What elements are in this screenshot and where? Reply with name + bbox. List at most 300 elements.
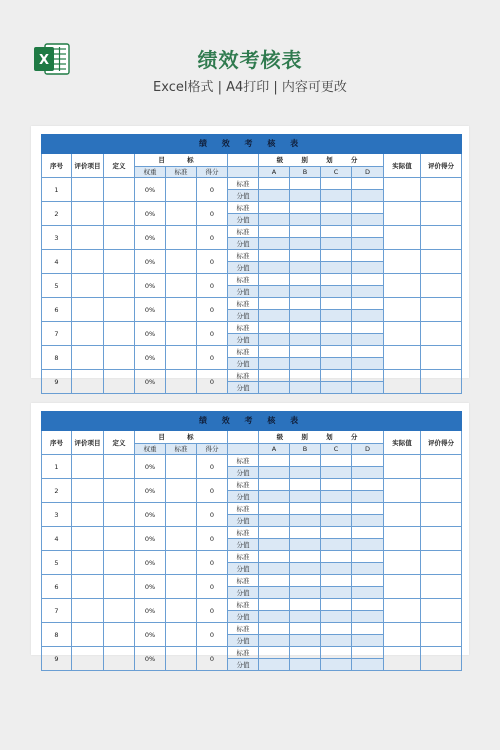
row-standard-cell <box>166 250 197 274</box>
row-value-label: 分值 <box>228 563 259 575</box>
row-weight: 0% <box>135 298 166 322</box>
grade-value-cell <box>290 611 321 623</box>
grade-value-cell <box>259 190 290 202</box>
grade-value-cell <box>259 262 290 274</box>
grade-value-cell <box>290 635 321 647</box>
grade-standard-cell <box>352 250 384 262</box>
row-number: 3 <box>42 503 72 527</box>
row-points: 0 <box>197 527 228 551</box>
header-grade-d: D <box>352 167 384 178</box>
header-grade-b: B <box>290 444 321 455</box>
grade-standard-cell <box>259 370 290 382</box>
row-number: 2 <box>42 202 72 226</box>
row-definition-cell <box>104 274 135 298</box>
row-weight: 0% <box>135 527 166 551</box>
performance-table <box>41 411 462 671</box>
table-row <box>42 479 462 491</box>
grade-standard-cell <box>290 322 321 334</box>
grade-value-cell <box>290 659 321 671</box>
row-item-cell <box>72 178 104 202</box>
grade-value-cell <box>259 382 290 394</box>
grade-standard-cell <box>259 599 290 611</box>
grade-value-cell <box>352 515 384 527</box>
row-score-cell <box>421 647 462 671</box>
row-standard-cell <box>166 178 197 202</box>
row-value-label: 分值 <box>228 539 259 551</box>
row-value-label: 分值 <box>228 611 259 623</box>
grade-value-cell <box>259 539 290 551</box>
header-grade-c: C <box>321 444 352 455</box>
row-actual-cell <box>384 551 421 575</box>
grade-standard-cell <box>290 298 321 310</box>
header-score: 评价得分 <box>421 154 462 178</box>
row-value-label: 分值 <box>228 515 259 527</box>
grade-standard-cell <box>321 551 352 563</box>
svg-text:X: X <box>38 53 50 68</box>
row-points: 0 <box>197 202 228 226</box>
row-weight: 0% <box>135 322 166 346</box>
grade-standard-cell <box>352 527 384 539</box>
row-score-cell <box>421 322 462 346</box>
grade-standard-cell <box>321 274 352 286</box>
row-actual-cell <box>384 599 421 623</box>
header-seq: 序号 <box>42 431 72 455</box>
row-item-cell <box>72 226 104 250</box>
row-weight: 0% <box>135 575 166 599</box>
row-actual-cell <box>384 298 421 322</box>
row-value-label: 分值 <box>228 190 259 202</box>
row-standard-cell <box>166 647 197 671</box>
header-blank-sub <box>228 167 259 178</box>
row-definition-cell <box>104 298 135 322</box>
row-definition-cell <box>104 599 135 623</box>
grade-standard-cell <box>259 322 290 334</box>
grade-standard-cell <box>259 298 290 310</box>
row-standard-label: 标准 <box>228 551 259 563</box>
row-number: 9 <box>42 370 72 394</box>
row-points: 0 <box>197 599 228 623</box>
row-actual-cell <box>384 455 421 479</box>
grade-value-cell <box>259 563 290 575</box>
row-number: 1 <box>42 455 72 479</box>
grade-standard-cell <box>259 479 290 491</box>
row-number: 8 <box>42 346 72 370</box>
grade-standard-cell <box>259 226 290 238</box>
grade-standard-cell <box>259 575 290 587</box>
grade-value-cell <box>352 539 384 551</box>
grade-value-cell <box>321 635 352 647</box>
grade-value-cell <box>352 334 384 346</box>
row-score-cell <box>421 274 462 298</box>
table-row <box>42 298 462 310</box>
grade-value-cell <box>352 262 384 274</box>
row-definition-cell <box>104 346 135 370</box>
header-weight: 权重 <box>135 444 166 455</box>
row-score-cell <box>421 346 462 370</box>
grade-value-cell <box>290 286 321 298</box>
row-weight: 0% <box>135 455 166 479</box>
row-standard-label: 标准 <box>228 599 259 611</box>
row-actual-cell <box>384 322 421 346</box>
grade-value-cell <box>321 262 352 274</box>
sheet-preview-2 <box>31 403 469 669</box>
header-actual: 实际值 <box>384 431 421 455</box>
grade-standard-cell <box>290 226 321 238</box>
grade-value-cell <box>259 491 290 503</box>
grade-value-cell <box>321 382 352 394</box>
grade-standard-cell <box>352 551 384 563</box>
row-score-cell <box>421 599 462 623</box>
grade-value-cell <box>321 539 352 551</box>
row-standard-label: 标准 <box>228 322 259 334</box>
row-standard-cell <box>166 503 197 527</box>
grade-standard-cell <box>321 202 352 214</box>
row-weight: 0% <box>135 346 166 370</box>
grade-value-cell <box>259 238 290 250</box>
row-points: 0 <box>197 575 228 599</box>
row-value-label: 分值 <box>228 238 259 250</box>
row-standard-cell <box>166 551 197 575</box>
row-number: 7 <box>42 322 72 346</box>
grade-standard-cell <box>290 647 321 659</box>
row-value-label: 分值 <box>228 334 259 346</box>
header-blank <box>228 431 259 444</box>
row-standard-cell <box>166 274 197 298</box>
grade-value-cell <box>352 214 384 226</box>
row-number: 4 <box>42 250 72 274</box>
grade-value-cell <box>290 563 321 575</box>
row-score-cell <box>421 623 462 647</box>
table-row <box>42 250 462 262</box>
row-item-cell <box>72 455 104 479</box>
row-number: 6 <box>42 575 72 599</box>
page-subtitle: Excel格式 | A4打印 | 内容可更改 <box>153 80 347 95</box>
grade-value-cell <box>352 635 384 647</box>
grade-value-cell <box>259 611 290 623</box>
row-value-label: 分值 <box>228 491 259 503</box>
grade-value-cell <box>259 659 290 671</box>
row-number: 2 <box>42 479 72 503</box>
row-weight: 0% <box>135 551 166 575</box>
grade-value-cell <box>290 214 321 226</box>
grade-standard-cell <box>321 623 352 635</box>
grade-value-cell <box>259 358 290 370</box>
row-actual-cell <box>384 503 421 527</box>
row-score-cell <box>421 551 462 575</box>
grade-value-cell <box>290 491 321 503</box>
grade-standard-cell <box>290 370 321 382</box>
header-grade-a: A <box>259 167 290 178</box>
row-value-label: 分值 <box>228 214 259 226</box>
row-standard-cell <box>166 322 197 346</box>
grade-value-cell <box>259 214 290 226</box>
grade-value-cell <box>352 491 384 503</box>
grade-standard-cell <box>321 370 352 382</box>
row-definition-cell <box>104 455 135 479</box>
grade-value-cell <box>290 382 321 394</box>
performance-table <box>41 134 462 394</box>
row-standard-label: 标准 <box>228 647 259 659</box>
grade-standard-cell <box>352 599 384 611</box>
grade-value-cell <box>321 587 352 599</box>
row-standard-cell <box>166 202 197 226</box>
row-standard-label: 标准 <box>228 346 259 358</box>
grade-standard-cell <box>259 250 290 262</box>
row-weight: 0% <box>135 202 166 226</box>
grade-value-cell <box>259 467 290 479</box>
grade-standard-cell <box>259 527 290 539</box>
row-standard-label: 标准 <box>228 623 259 635</box>
row-standard-cell <box>166 623 197 647</box>
grade-standard-cell <box>259 647 290 659</box>
row-weight: 0% <box>135 503 166 527</box>
table-row <box>42 202 462 214</box>
row-standard-cell <box>166 455 197 479</box>
row-definition-cell <box>104 575 135 599</box>
row-number: 5 <box>42 551 72 575</box>
grade-standard-cell <box>259 178 290 190</box>
row-points: 0 <box>197 623 228 647</box>
grade-standard-cell <box>352 503 384 515</box>
row-weight: 0% <box>135 599 166 623</box>
row-points: 0 <box>197 322 228 346</box>
table-row <box>42 527 462 539</box>
row-score-cell <box>421 370 462 394</box>
header-grade-d: D <box>352 444 384 455</box>
row-item-cell <box>72 503 104 527</box>
header-points: 得分 <box>197 444 228 455</box>
grade-standard-cell <box>259 346 290 358</box>
grade-value-cell <box>290 587 321 599</box>
grade-standard-cell <box>352 226 384 238</box>
row-number: 4 <box>42 527 72 551</box>
row-definition-cell <box>104 370 135 394</box>
header-definition: 定义 <box>104 431 135 455</box>
grade-standard-cell <box>352 575 384 587</box>
grade-standard-cell <box>321 503 352 515</box>
row-value-label: 分值 <box>228 659 259 671</box>
row-item-cell <box>72 551 104 575</box>
header-seq: 序号 <box>42 154 72 178</box>
grade-standard-cell <box>321 575 352 587</box>
table-row <box>42 346 462 358</box>
grade-value-cell <box>321 611 352 623</box>
table-row <box>42 178 462 190</box>
row-weight: 0% <box>135 623 166 647</box>
row-standard-label: 标准 <box>228 178 259 190</box>
row-number: 9 <box>42 647 72 671</box>
grade-value-cell <box>352 310 384 322</box>
row-standard-cell <box>166 370 197 394</box>
grade-value-cell <box>290 467 321 479</box>
grade-standard-cell <box>321 346 352 358</box>
row-value-label: 分值 <box>228 382 259 394</box>
header-standard: 标准 <box>166 167 197 178</box>
header-grade-b: B <box>290 167 321 178</box>
row-standard-label: 标准 <box>228 575 259 587</box>
grade-standard-cell <box>290 551 321 563</box>
row-score-cell <box>421 178 462 202</box>
row-score-cell <box>421 455 462 479</box>
grade-standard-cell <box>321 178 352 190</box>
row-item-cell <box>72 479 104 503</box>
grade-value-cell <box>259 310 290 322</box>
header-target: 目 标 <box>135 431 228 444</box>
grade-value-cell <box>352 467 384 479</box>
header-standard: 标准 <box>166 444 197 455</box>
row-definition-cell <box>104 250 135 274</box>
row-definition-cell <box>104 226 135 250</box>
row-definition-cell <box>104 503 135 527</box>
table-row <box>42 226 462 238</box>
grade-standard-cell <box>290 455 321 467</box>
grade-value-cell <box>321 310 352 322</box>
row-standard-label: 标准 <box>228 298 259 310</box>
grade-standard-cell <box>352 479 384 491</box>
grade-standard-cell <box>259 623 290 635</box>
row-actual-cell <box>384 575 421 599</box>
table-row <box>42 322 462 334</box>
row-value-label: 分值 <box>228 262 259 274</box>
table-row <box>42 599 462 611</box>
row-item-cell <box>72 575 104 599</box>
sheet-preview-1 <box>31 126 469 392</box>
row-weight: 0% <box>135 370 166 394</box>
row-points: 0 <box>197 250 228 274</box>
row-standard-cell <box>166 575 197 599</box>
row-actual-cell <box>384 527 421 551</box>
grade-value-cell <box>259 635 290 647</box>
row-definition-cell <box>104 178 135 202</box>
grade-value-cell <box>290 262 321 274</box>
row-points: 0 <box>197 298 228 322</box>
grade-standard-cell <box>290 274 321 286</box>
row-weight: 0% <box>135 178 166 202</box>
row-points: 0 <box>197 178 228 202</box>
row-standard-cell <box>166 599 197 623</box>
table-row <box>42 370 462 382</box>
row-standard-label: 标准 <box>228 370 259 382</box>
header-grade: 级 别 划 分 <box>259 154 384 167</box>
row-actual-cell <box>384 226 421 250</box>
row-item-cell <box>72 298 104 322</box>
grade-standard-cell <box>259 202 290 214</box>
row-score-cell <box>421 479 462 503</box>
table-row <box>42 274 462 286</box>
grade-value-cell <box>321 659 352 671</box>
table-row <box>42 623 462 635</box>
row-number: 3 <box>42 226 72 250</box>
grade-standard-cell <box>321 322 352 334</box>
row-score-cell <box>421 527 462 551</box>
row-item-cell <box>72 346 104 370</box>
row-points: 0 <box>197 647 228 671</box>
grade-value-cell <box>321 190 352 202</box>
grade-standard-cell <box>290 250 321 262</box>
grade-value-cell <box>321 358 352 370</box>
row-weight: 0% <box>135 479 166 503</box>
row-weight: 0% <box>135 250 166 274</box>
row-score-cell <box>421 575 462 599</box>
grade-value-cell <box>352 286 384 298</box>
row-standard-cell <box>166 346 197 370</box>
row-points: 0 <box>197 503 228 527</box>
grade-standard-cell <box>352 178 384 190</box>
header-target: 目 标 <box>135 154 228 167</box>
header-definition: 定义 <box>104 154 135 178</box>
row-actual-cell <box>384 479 421 503</box>
row-actual-cell <box>384 346 421 370</box>
grade-value-cell <box>321 515 352 527</box>
row-definition-cell <box>104 479 135 503</box>
grade-standard-cell <box>290 202 321 214</box>
header-grade-c: C <box>321 167 352 178</box>
grade-value-cell <box>352 587 384 599</box>
header-blank-sub <box>228 444 259 455</box>
grade-value-cell <box>352 358 384 370</box>
grade-standard-cell <box>352 346 384 358</box>
row-standard-cell <box>166 298 197 322</box>
row-points: 0 <box>197 370 228 394</box>
grade-value-cell <box>290 190 321 202</box>
grade-value-cell <box>290 358 321 370</box>
row-standard-label: 标准 <box>228 527 259 539</box>
row-standard-label: 标准 <box>228 274 259 286</box>
grade-standard-cell <box>290 178 321 190</box>
row-definition-cell <box>104 623 135 647</box>
row-number: 7 <box>42 599 72 623</box>
row-actual-cell <box>384 370 421 394</box>
row-item-cell <box>72 274 104 298</box>
grade-standard-cell <box>321 647 352 659</box>
row-item-cell <box>72 370 104 394</box>
grade-standard-cell <box>352 274 384 286</box>
grade-standard-cell <box>290 479 321 491</box>
header-actual: 实际值 <box>384 154 421 178</box>
grade-value-cell <box>290 310 321 322</box>
row-actual-cell <box>384 250 421 274</box>
table-row <box>42 551 462 563</box>
row-weight: 0% <box>135 647 166 671</box>
grade-standard-cell <box>352 370 384 382</box>
grade-standard-cell <box>259 455 290 467</box>
header-grade: 级 别 划 分 <box>259 431 384 444</box>
row-points: 0 <box>197 551 228 575</box>
table-row <box>42 647 462 659</box>
row-standard-cell <box>166 479 197 503</box>
grade-standard-cell <box>259 274 290 286</box>
header-score: 评价得分 <box>421 431 462 455</box>
grade-value-cell <box>321 238 352 250</box>
grade-value-cell <box>259 515 290 527</box>
row-score-cell <box>421 202 462 226</box>
header-blank <box>228 154 259 167</box>
grade-standard-cell <box>352 623 384 635</box>
row-score-cell <box>421 298 462 322</box>
page-header <box>0 0 500 110</box>
row-value-label: 分值 <box>228 358 259 370</box>
row-item-cell <box>72 623 104 647</box>
grade-standard-cell <box>352 298 384 310</box>
grade-value-cell <box>321 286 352 298</box>
header-weight: 权重 <box>135 167 166 178</box>
row-value-label: 分值 <box>228 587 259 599</box>
row-definition-cell <box>104 322 135 346</box>
row-value-label: 分值 <box>228 286 259 298</box>
grade-value-cell <box>352 563 384 575</box>
row-weight: 0% <box>135 274 166 298</box>
grade-value-cell <box>259 334 290 346</box>
